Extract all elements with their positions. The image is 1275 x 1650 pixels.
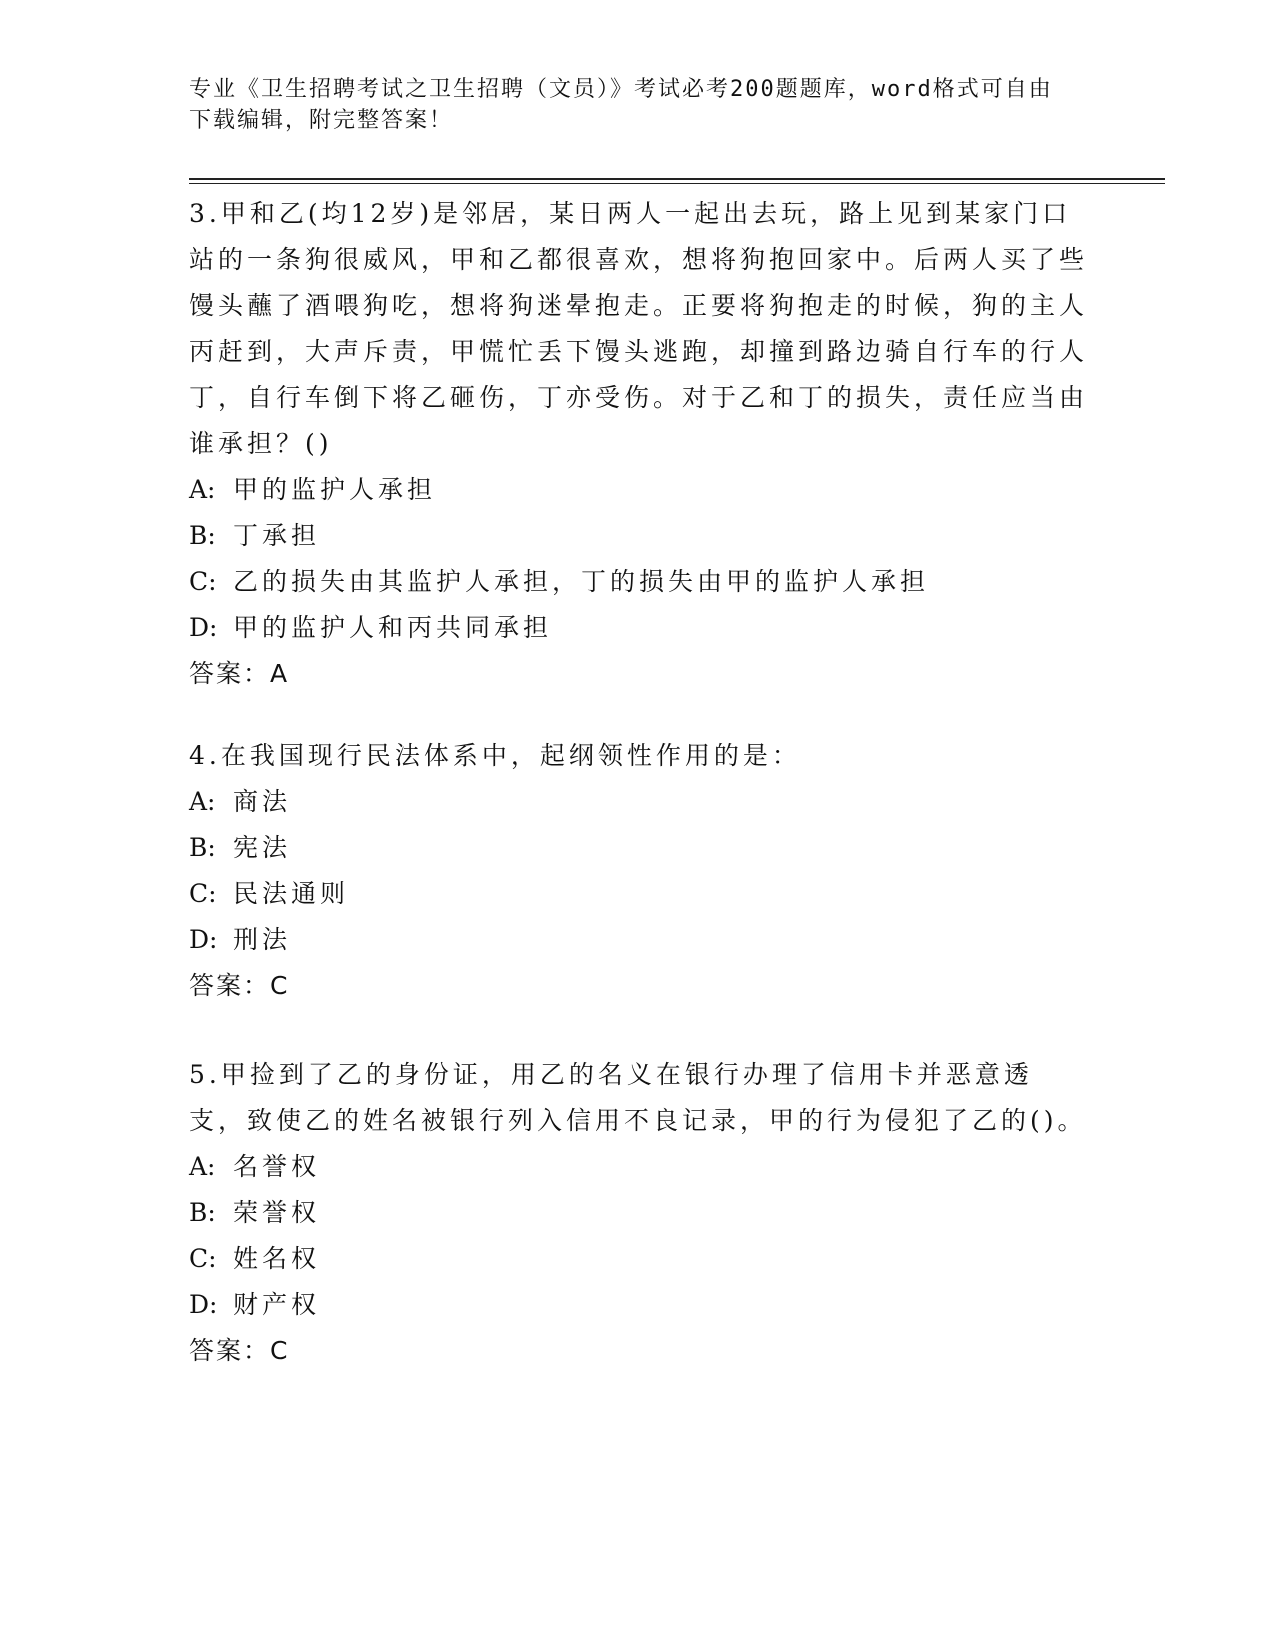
question-block bbox=[189, 1052, 1089, 1374]
option-letter: C: bbox=[189, 1244, 217, 1273]
option-c bbox=[189, 559, 1089, 605]
option-letter: A: bbox=[189, 1152, 216, 1181]
question-stem: 4.在我国现行民法体系中，起纲领性作用的是： bbox=[189, 741, 801, 770]
option-b bbox=[189, 825, 1089, 871]
option-letter: A: bbox=[189, 475, 216, 504]
option-text: 刑法 bbox=[233, 925, 292, 954]
header-divider-thick bbox=[189, 178, 1165, 180]
option-text: 丁承担 bbox=[233, 521, 321, 550]
option-text: 民法通则 bbox=[233, 879, 350, 908]
option-text: 乙的损失由其监护人承担，丁的损失由甲的监护人承担 bbox=[233, 567, 930, 596]
option-letter: B: bbox=[189, 833, 216, 862]
option-letter: B: bbox=[189, 1198, 216, 1227]
option-a bbox=[189, 1144, 1089, 1190]
option-a bbox=[189, 779, 1089, 825]
option-b bbox=[189, 513, 1089, 559]
header-divider-thin bbox=[189, 183, 1165, 184]
option-d bbox=[189, 605, 1089, 651]
answer-line: 答案：C bbox=[189, 1336, 290, 1365]
option-text: 名誉权 bbox=[233, 1152, 321, 1181]
question-block bbox=[189, 733, 1089, 1009]
option-text: 甲的监护人承担 bbox=[233, 475, 437, 504]
answer-line: 答案：C bbox=[189, 971, 290, 1000]
option-text: 财产权 bbox=[233, 1290, 321, 1319]
option-b bbox=[189, 1190, 1089, 1236]
option-d bbox=[189, 1282, 1089, 1328]
option-letter: C: bbox=[189, 879, 217, 908]
option-letter: B: bbox=[189, 521, 216, 550]
option-text: 姓名权 bbox=[233, 1244, 321, 1273]
option-text: 商法 bbox=[233, 787, 292, 816]
option-d bbox=[189, 917, 1089, 963]
option-letter: D: bbox=[189, 613, 218, 642]
question-stem: 3.甲和乙(均12岁)是邻居，某日两人一起出去玩，路上见到某家门口站的一条狗很威风，甲和乙都很喜欢，想将狗抱回家中。后两人买了些馒头蘸了酒喂狗吃，想将狗迷晕抱走。正要将狗抱走的时候，狗的主人丙赶到，大声斥责，甲慌忙丢下馒头逃跑，却撞到路边骑自行车的行人丁，自行车倒下将乙砸伤，丁亦受伤。对于乙和丁的损失，责任应当由谁承担？() bbox=[189, 199, 1089, 458]
question-block bbox=[189, 191, 1089, 697]
option-letter: A: bbox=[189, 787, 216, 816]
option-letter: D: bbox=[189, 1290, 218, 1319]
option-letter: D: bbox=[189, 925, 218, 954]
option-text: 甲的监护人和丙共同承担 bbox=[233, 613, 553, 642]
document-header: 专业《卫生招聘考试之卫生招聘（文员）》考试必考200题题库，word格式可自由下载编辑，附完整答案！ bbox=[189, 77, 1053, 133]
option-c bbox=[189, 871, 1089, 917]
question-stem: 5.甲捡到了乙的身份证，用乙的名义在银行办理了信用卡并恶意透支，致使乙的姓名被银行列入信用不良记录，甲的行为侵犯了乙的()。 bbox=[189, 1060, 1087, 1135]
option-letter: C: bbox=[189, 567, 217, 596]
option-text: 荣誉权 bbox=[233, 1198, 321, 1227]
option-c bbox=[189, 1236, 1089, 1282]
option-text: 宪法 bbox=[233, 833, 292, 862]
option-a bbox=[189, 467, 1089, 513]
answer-line: 答案：A bbox=[189, 659, 290, 688]
